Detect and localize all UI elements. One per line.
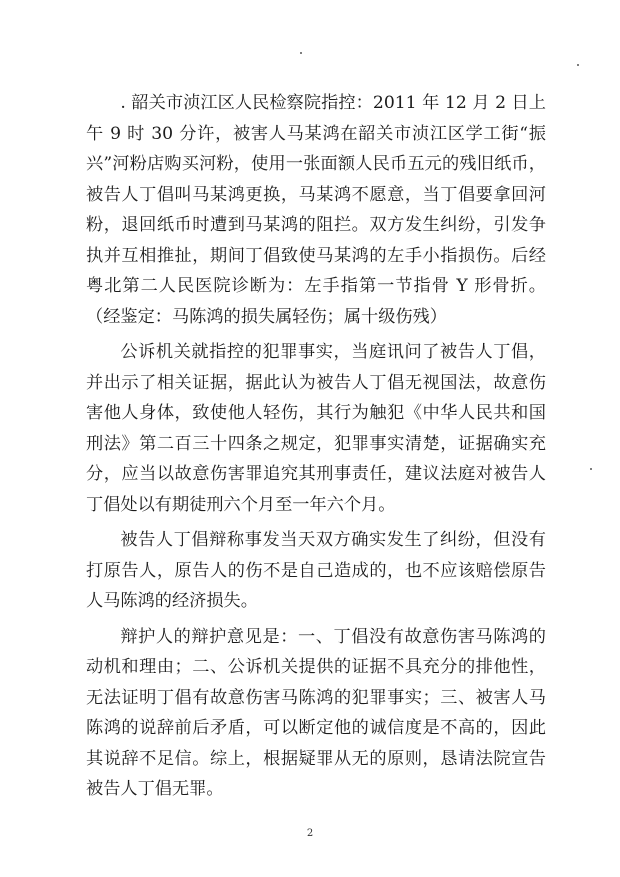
page-number: 2	[306, 828, 314, 839]
scan-speck	[577, 64, 579, 66]
paragraph-defense-opinion: 辩护人的辩护意见是：一、丁倡没有故意伤害马陈鸿的动机和理由；二、公诉机关提供的证据不具充分的排他性，无法证明丁倡有故意伤害马陈鸿的犯罪事实；三、被害人马陈鸿的说辞前后矛盾，可以断定他的诚信度是不高的，因此其说辞不足信。综上，根据疑罪从无的原则，恳请法院宣告被告人丁倡无罪。	[86, 626, 546, 799]
paragraph-indictment: . 韶关市浈江区人民检察院指控：2011 年 12 月 2 日上午 9 时 30 分许，被害人马某鸿在韶关市浈江区学工街“振兴”河粉店购买河粉，使用一张面额人民币五元的残旧纸币，被告人丁倡叫马某鸿更换，马某鸿不愿意，当丁倡要拿回河粉，退回纸币时遭到马某鸿的阻拦。双方发生纠纷，引发争执并互相推扯，期间丁倡致使马某鸿的左手小指损伤。后经粤北第二人民医院诊断为：左手指第一节指骨 Y 形骨折。（经鉴定：马陈鸿的损失属轻伤；属十级伤残）	[86, 93, 546, 327]
paragraph-prosecution-opinion: 公诉机关就指控的犯罪事实，当庭讯问了被告人丁倡，并出示了相关证据，据此认为被告人丁倡无视国法，故意伤害他人身体，致使他人轻伤，其行为触犯《中华人民共和国刑法》第二百三十四条之规定，犯罪事实清楚，证据确实充分，应当以故意伤害罪追究其刑事责任，建议法庭对被告人丁倡处以有期徒刑六个月至一年六个月。	[86, 342, 546, 515]
scan-speck	[300, 52, 302, 54]
paragraph-defendant-statement: 被告人丁倡辩称事发当天双方确实发生了纠纷，但没有打原告人，原告人的伤不是自己造成的，也不应该赔偿原告人马陈鸿的经济损失。	[86, 530, 546, 611]
scan-speck	[590, 468, 592, 470]
document-body	[86, 88, 546, 810]
